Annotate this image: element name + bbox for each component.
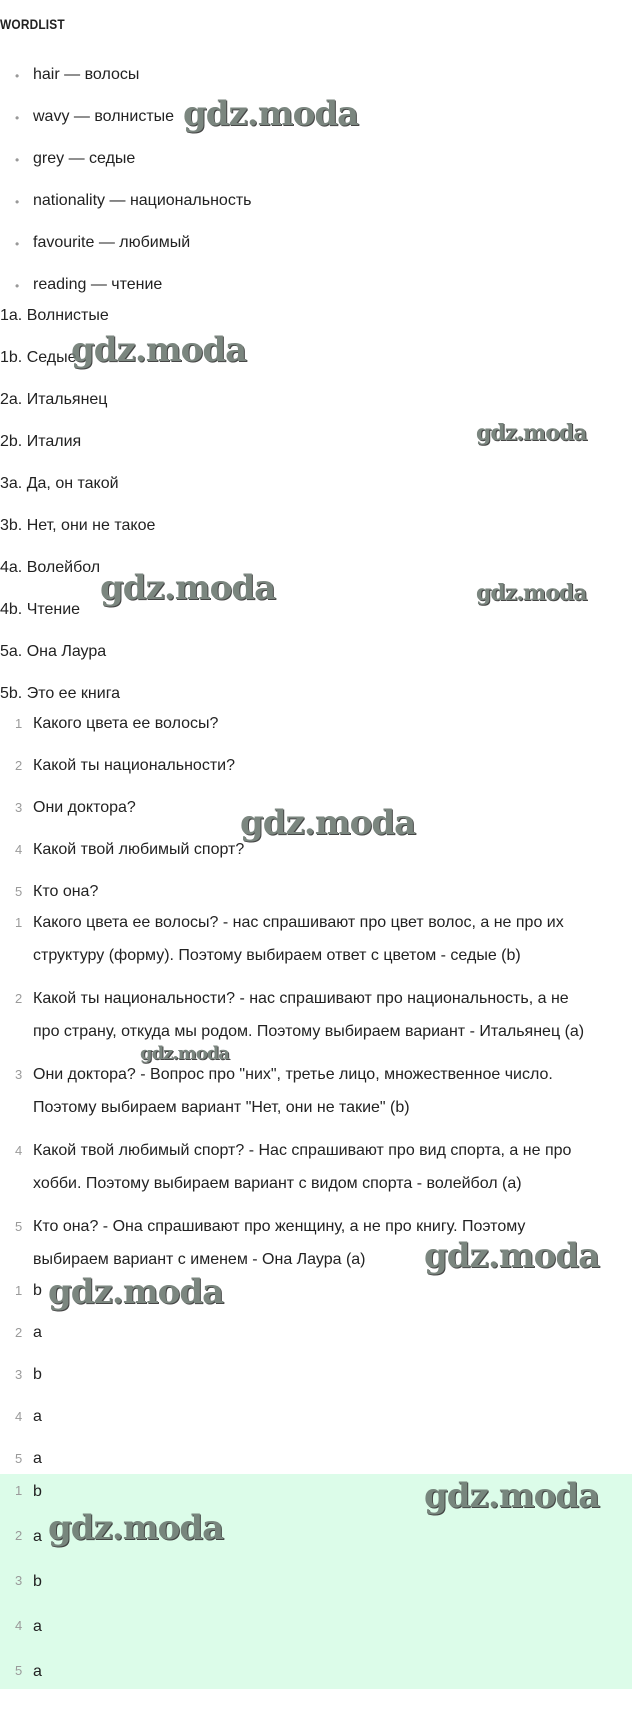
bullet-icon: •: [15, 69, 20, 83]
item-number: 5: [15, 1663, 23, 1678]
answer-item: a: [33, 1663, 42, 1680]
item-number: 3: [15, 1067, 23, 1082]
watermark: gdz.moda: [424, 1476, 600, 1516]
item-number: 2: [15, 758, 23, 773]
question-item: Какого цвета ее волосы?: [33, 715, 219, 732]
bullet-icon: •: [15, 237, 20, 251]
watermark: gdz.moda: [476, 580, 587, 606]
watermark: gdz.moda: [424, 1236, 600, 1276]
item-number: 2: [15, 991, 23, 1006]
item-number: 3: [15, 800, 23, 815]
answer-item: a: [33, 1408, 42, 1425]
page-title: WORDLIST: [0, 16, 65, 32]
answer-option: 5a. Она Лаура: [0, 643, 107, 660]
item-number: 5: [15, 1451, 23, 1466]
item-number: 5: [15, 1219, 23, 1234]
item-number: 5: [15, 884, 23, 899]
wordlist-item: wavy — волнистые: [33, 108, 175, 125]
explanation-line: Они доктора? - Вопрос про "них", третье лицо, множественное число.: [33, 1066, 553, 1083]
watermark: gdz.moda: [183, 94, 359, 134]
answer-option: 1b. Седые: [0, 349, 77, 366]
item-number: 4: [15, 1618, 23, 1633]
item-number: 4: [15, 1409, 23, 1424]
question-item: Кто она?: [33, 883, 99, 900]
answer-option: 5b. Это ее книга: [0, 685, 121, 702]
item-number: 1: [15, 1483, 23, 1498]
explanation-line: хобби. Поэтому выбираем вариант с видом спорта - волейбол (a): [33, 1175, 522, 1192]
answer-item: a: [33, 1324, 42, 1341]
item-number: 1: [15, 716, 23, 731]
item-number: 2: [15, 1528, 23, 1543]
answer-item: a: [33, 1528, 42, 1545]
answer-option: 1a. Волнистые: [0, 307, 109, 324]
item-number: 1: [15, 1283, 23, 1298]
item-number: 2: [15, 1325, 23, 1340]
watermark: gdz.moda: [48, 1272, 224, 1312]
item-number: 3: [15, 1367, 23, 1382]
answer-option: 4b. Чтение: [0, 601, 81, 618]
bullet-icon: •: [15, 153, 20, 167]
item-number: 4: [15, 1143, 23, 1158]
watermark: gdz.moda: [140, 1043, 229, 1064]
question-item: Какой твой любимый спорт?: [33, 841, 245, 858]
explanation-line: Какого цвета ее волосы? - нас спрашивают про цвет волос, а не про их: [33, 914, 564, 931]
explanation-line: Какой твой любимый спорт? - Нас спрашивают про вид спорта, а не про: [33, 1142, 572, 1159]
answer-option: 3b. Нет, они не такое: [0, 517, 156, 534]
bullet-icon: •: [15, 195, 20, 209]
answer-item: b: [33, 1282, 42, 1299]
wordlist-item: hair — волосы: [33, 66, 140, 83]
answer-option: 2b. Италия: [0, 433, 82, 450]
explanation-line: структуру (форму). Поэтому выбираем ответ с цветом - седые (b): [33, 947, 521, 964]
bullet-icon: •: [15, 279, 20, 293]
wordlist-item: reading — чтение: [33, 276, 163, 293]
answer-option: 3a. Да, он такой: [0, 475, 119, 492]
watermark: gdz.moda: [240, 803, 416, 843]
explanation-line: Кто она? - Она спрашивают про женщину, а не про книгу. Поэтому: [33, 1218, 526, 1235]
explanation-line: Поэтому выбираем вариант "Нет, они не такие" (b): [33, 1099, 410, 1116]
answer-item: b: [33, 1573, 42, 1590]
explanation-line: про страну, откуда мы родом. Поэтому выбираем вариант - Итальянец (a): [33, 1023, 585, 1040]
item-number: 3: [15, 1573, 23, 1588]
question-item: Какой ты национальности?: [33, 757, 235, 774]
wordlist-item: favourite — любимый: [33, 234, 191, 251]
question-item: Они доктора?: [33, 799, 136, 816]
answer-item: a: [33, 1450, 42, 1467]
item-number: 1: [15, 915, 23, 930]
answer-option: 2a. Итальянец: [0, 391, 108, 408]
wordlist-item: nationality — национальность: [33, 192, 252, 209]
explanation-line: выбираем вариант с именем - Она Лаура (a): [33, 1251, 366, 1268]
explanation-line: Какой ты национальности? - нас спрашивают про национальность, а не: [33, 990, 569, 1007]
item-number: 4: [15, 842, 23, 857]
watermark: gdz.moda: [476, 420, 587, 446]
answer-item: b: [33, 1366, 42, 1383]
watermark: gdz.moda: [100, 568, 276, 608]
wordlist-item: grey — седые: [33, 150, 136, 167]
answer-item: b: [33, 1483, 42, 1500]
answer-item: a: [33, 1618, 42, 1635]
answer-option: 4a. Волейбол: [0, 559, 101, 576]
watermark: gdz.moda: [48, 1508, 224, 1548]
bullet-icon: •: [15, 111, 20, 125]
watermark: gdz.moda: [71, 330, 247, 370]
